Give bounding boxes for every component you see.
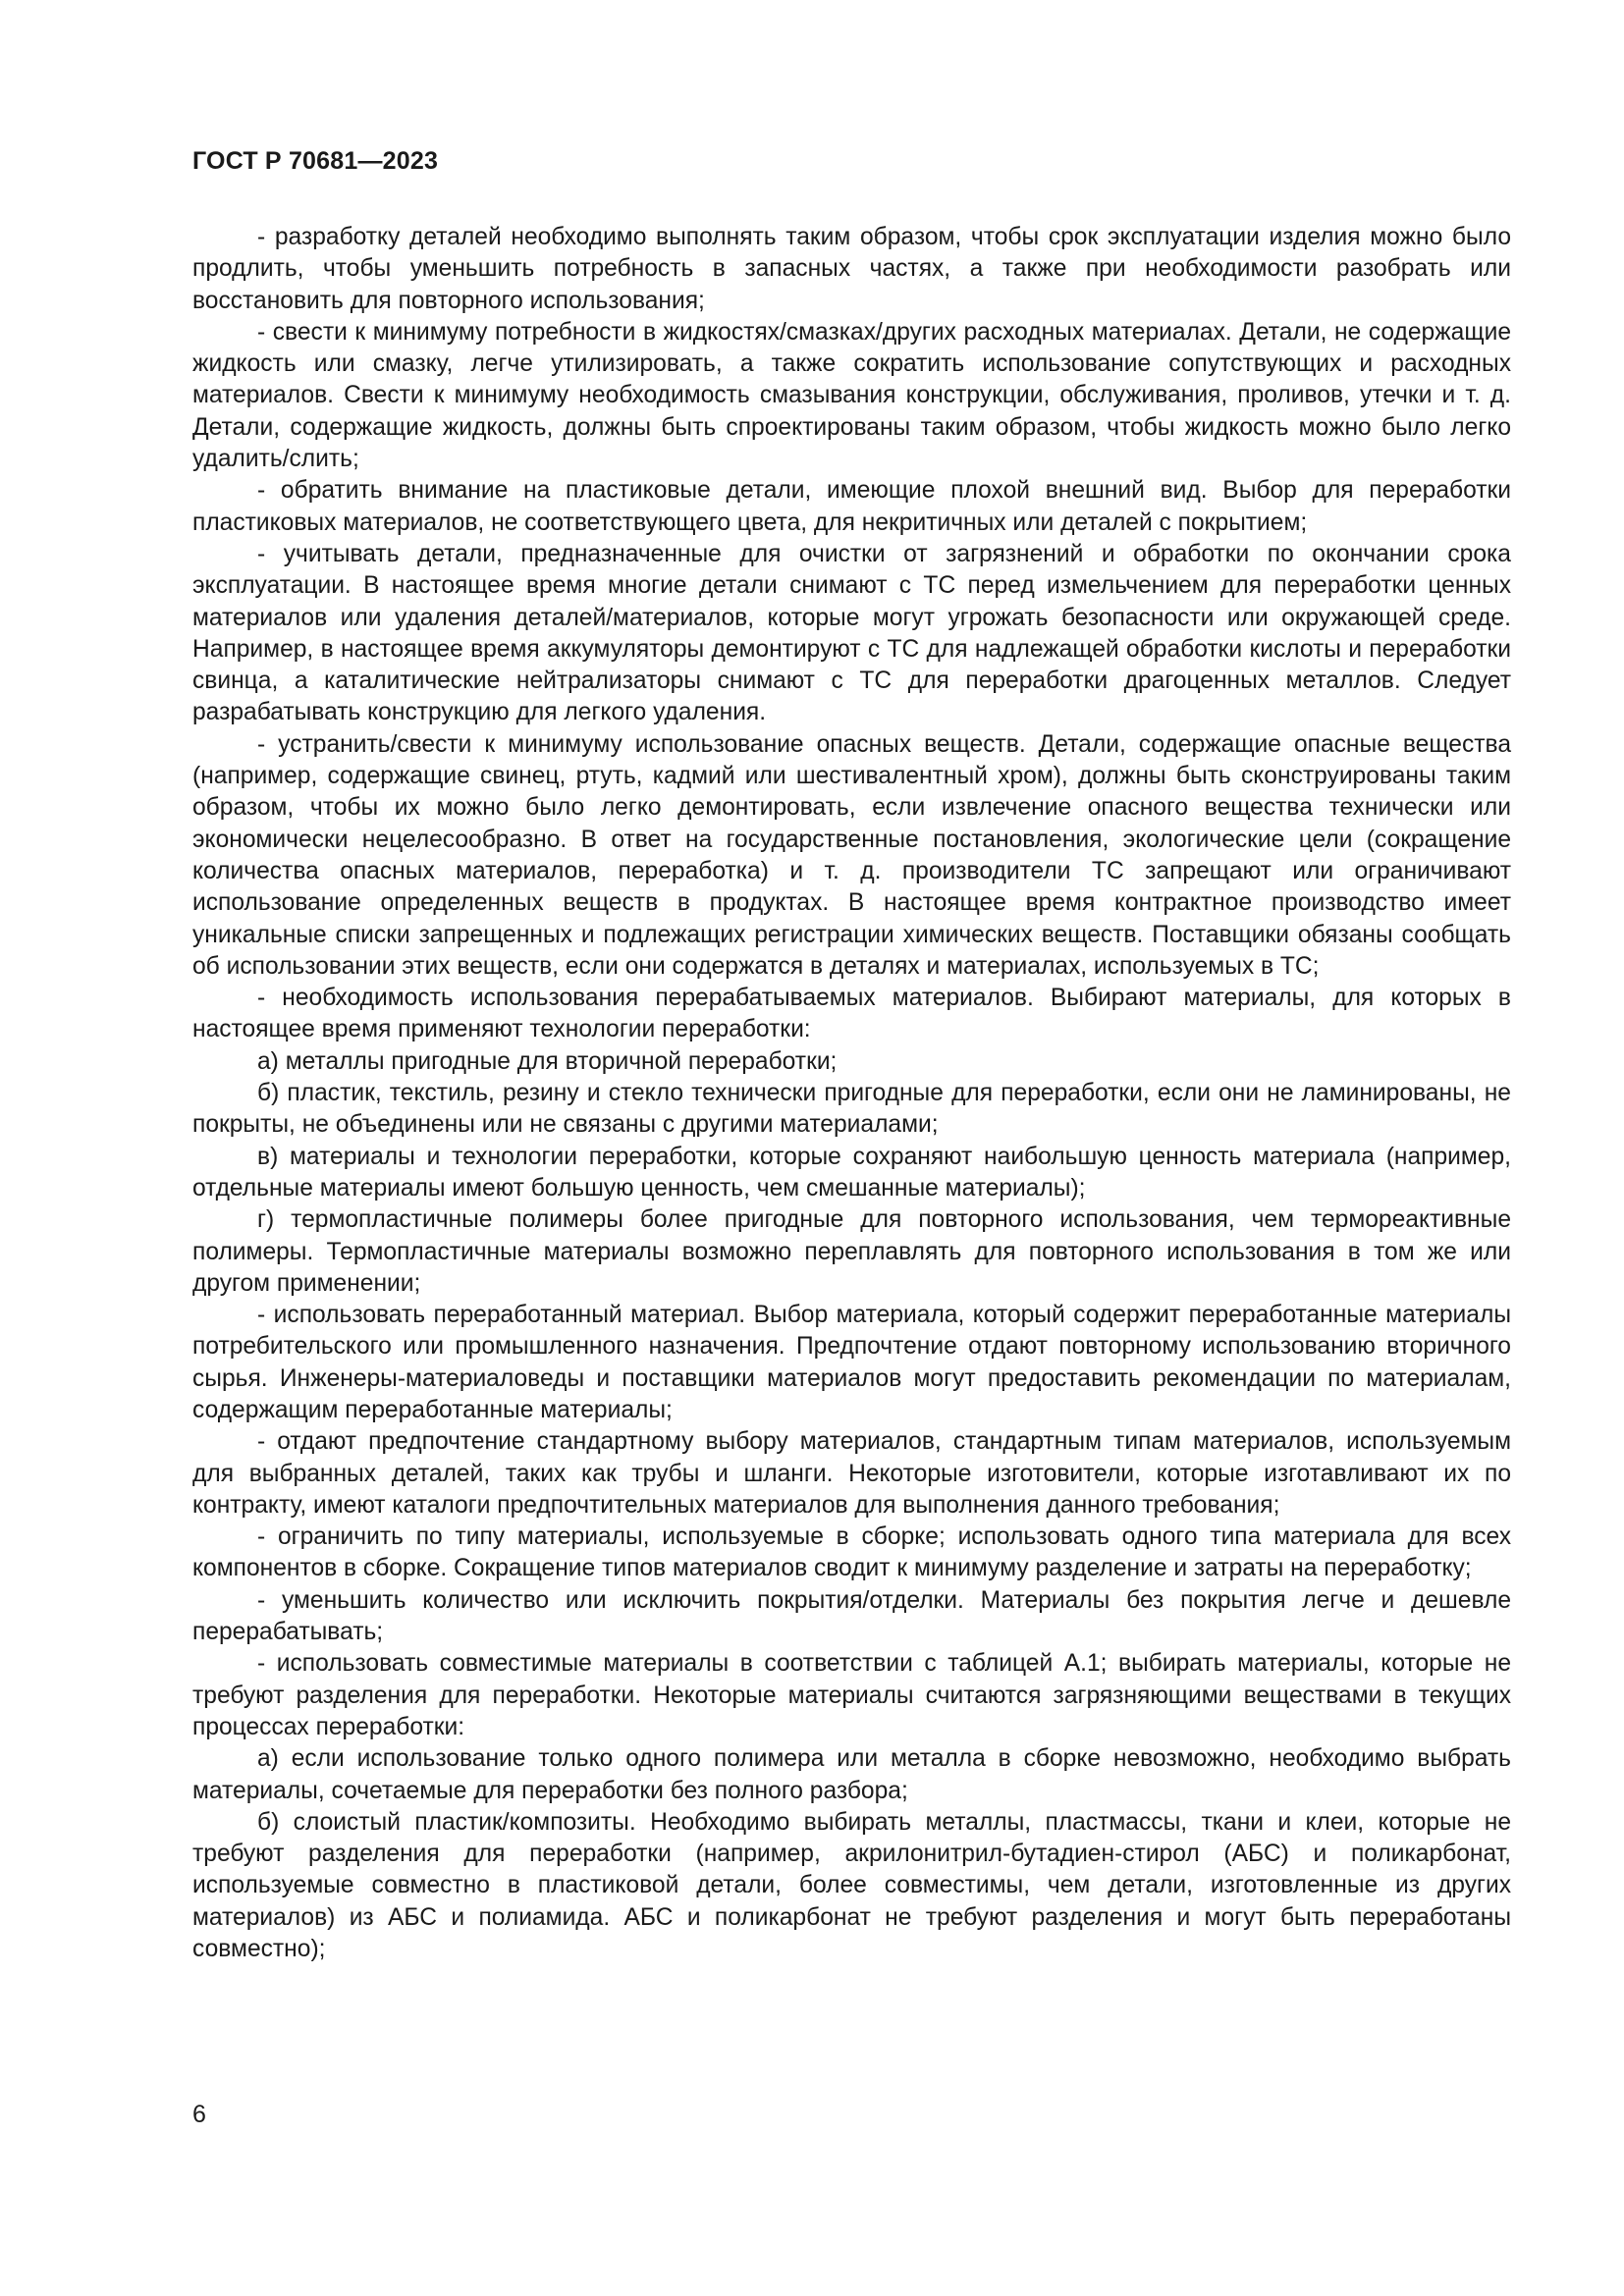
paragraph: - обратить внимание на пластиковые детали, имеющие плохой внешний вид. Выбор для переработки пластиковых материалов, не соответствующего цвета, для некритичных или деталей с покрытием;	[192, 477, 1511, 536]
paragraph: - учитывать детали, предназначенные для очистки от загрязнений и обработки по окончании срока эксплуатации. В настоящее время многие детали снимают с ТС перед измельчением для переработки ценных материалов или удаления деталей/материалов, которые могут угрожать безопасности или окружающей среде. Например, в настоящее время аккумуляторы демонтируют с ТС для надлежащей обработки кислоты и переработки свинца, а каталитические нейтрализаторы снимают с ТС для переработки драгоценных металлов. Следует разрабатывать конструкцию для легкого удаления.	[192, 540, 1511, 726]
paragraph: - использовать переработанный материал. Выбор материала, который содержит переработанные материалы потребительского или промышленного назначения. Предпочтение отдают повторному использованию вторичного сырья. Инженеры-материаловеды и поставщики материалов могут предоставить рекомендации по материалам, содержащим переработанные материалы;	[192, 1302, 1511, 1423]
list-item: а) если использование только одного полимера или металла в сборке невозможно, необходимо выбрать материалы, сочетаемые для переработки без полного разбора;	[192, 1745, 1511, 1804]
list-item: б) слоистый пластик/композиты. Необходимо выбирать металлы, пластмассы, ткани и клеи, которые не требуют разделения для переработки (например, акрилонитрил-бутадиен-стирол (АБС) и поликарбонат, используемые совместно в пластиковой детали, более совместимы, чем детали, изготовленные из других материалов) из АБС и полиамида. АБС и поликарбонат не требуют разделения и могут быть переработаны совместно);	[192, 1808, 1511, 1963]
list-item: а) металлы пригодные для вторичной переработки;	[257, 1047, 838, 1075]
list-item: в) материалы и технологии переработки, которые сохраняют наибольшую ценность материала (например, отдельные материалы имеют большую ценность, чем смешанные материалы);	[192, 1143, 1511, 1201]
list-item: б) пластик, текстиль, резину и стекло технически пригодные для переработки, если они не ламинированы, не покрыты, не объединены или не связаны с другими материалами;	[192, 1080, 1511, 1139]
paragraph: - ограничить по типу материалы, используемые в сборке; использовать одного типа материала для всех компонентов в сборке. Сокращение типов материалов сводит к минимуму разделение и затраты на переработку;	[192, 1523, 1511, 1582]
paragraph: - отдают предпочтение стандартному выбору материалов, стандартным типам материалов, используемым для выбранных деталей, таких как трубы и шланги. Некоторые изготовители, которые изготавливают их по контракту, имеют каталоги предпочтительных материалов для выполнения данного требования;	[192, 1428, 1511, 1519]
paragraph: - свести к минимуму потребности в жидкостях/смазках/других расходных материалах. Детали, не содержащие жидкость или смазку, легче утилизировать, а также сократить использование сопутствующих и расходных материалов. Свести к минимуму необходимость смазывания конструкции, обслуживания, проливов, утечки и т. д. Детали, содержащие жидкость, должны быть спроектированы таким образом, чтобы жидкость можно было легко удалить/слить;	[192, 318, 1511, 473]
paragraph: - устранить/свести к минимуму использование опасных веществ. Детали, содержащие опасные вещества (например, содержащие свинец, ртуть, кадмий или шестивалентный хром), должны быть сконструированы таким образом, чтобы их можно было легко демонтировать, если извлечение опасного вещества технически или экономически нецелесообразно. В ответ на государственные постановления, экологические цели (сокращение количества опасных материалов, переработка) и т. д. производители ТС запрещают или ограничивают использование определенных веществ в продуктах. В настоящее время контрактное производство имеет уникальные списки запрещенных и подлежащих регистрации химических веществ. Поставщики обязаны сообщать об использовании этих веществ, если они содержатся в деталях и материалах, используемых в ТС;	[192, 730, 1511, 980]
document-header: ГОСТ Р 70681—2023	[192, 147, 439, 175]
page-number: 6	[192, 2101, 206, 2128]
paragraph: - разработку деталей необходимо выполнять таким образом, чтобы срок эксплуатации изделия можно было продлить, чтобы уменьшить потребность в запасных частях, а также при необходимости разобрать или восстановить для повторного использования;	[192, 224, 1511, 314]
list-item: г) термопластичные полимеры более пригодные для повторного использования, чем термореактивные полимеры. Термопластичные материалы возможно переплавлять для повторного использования в том же или другом применении;	[192, 1206, 1511, 1297]
paragraph: - необходимость использования перерабатываемых материалов. Выбирают материалы, для которых в настоящее время применяют технологии переработки:	[192, 985, 1511, 1043]
paragraph: - уменьшить количество или исключить покрытия/отделки. Материалы без покрытия легче и дешевле перерабатывать;	[192, 1586, 1511, 1646]
document-body	[192, 222, 1511, 1965]
paragraph: - использовать совместимые материалы в соответствии с таблицей А.1; выбирать материалы, которые не требуют разделения для переработки. Некоторые материалы считаются загрязняющими веществами в текущих процессах переработки:	[192, 1650, 1511, 1740]
